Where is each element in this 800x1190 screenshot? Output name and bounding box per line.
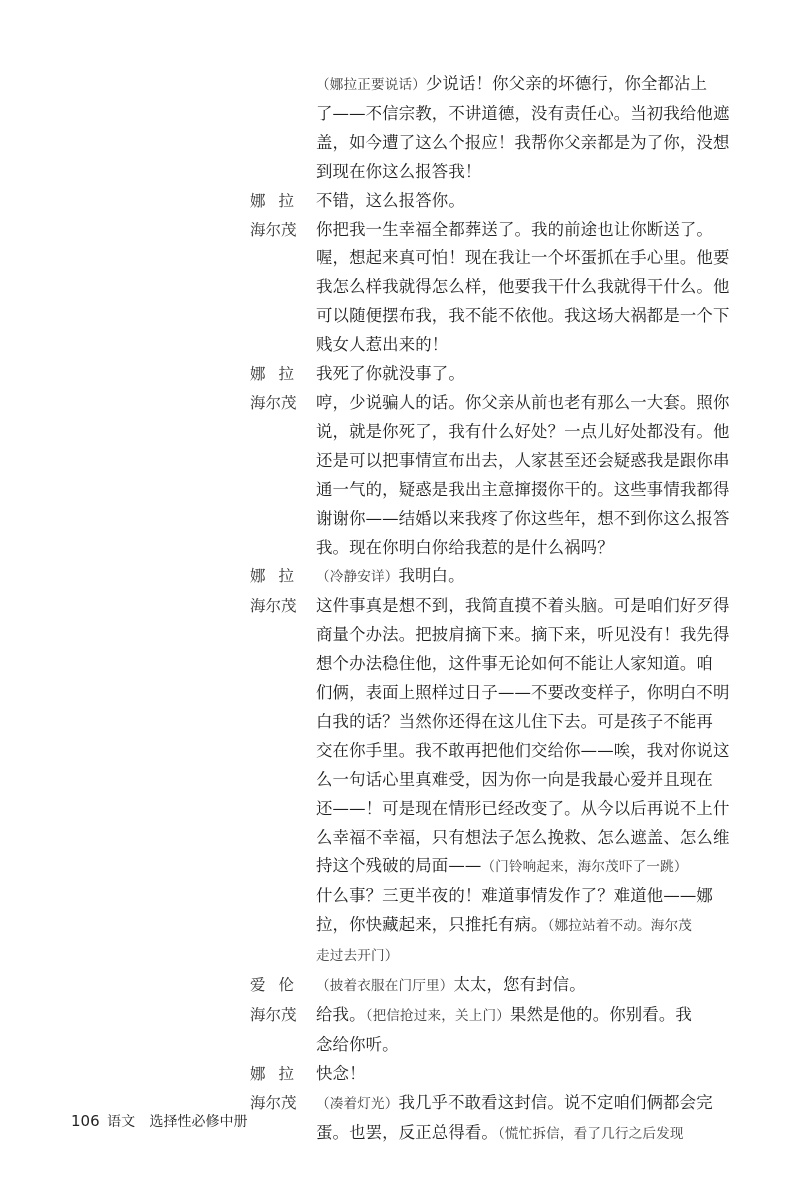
speech-text: 少说话！你父亲的坏德行，你全都沾上 xyxy=(425,74,708,93)
dialogue-entry xyxy=(250,187,750,216)
speech-text: 么一句话心里真难受，因为你一向是我最心爱并且现在 xyxy=(316,769,713,789)
speech-text: 到现在你这么报答我！ xyxy=(316,161,482,181)
speech-text: 这件事真是想不到，我简直摸不着头脑。可是咱们好歹得 xyxy=(316,596,730,616)
text-row xyxy=(316,244,750,273)
dialogue-entry xyxy=(250,592,750,971)
page-footer xyxy=(71,1112,248,1131)
dialogue-entry xyxy=(250,1060,750,1089)
speaker-name: 海尔茂 xyxy=(250,220,297,239)
text-row xyxy=(316,592,750,621)
stage-direction: （娜拉正要说话） xyxy=(316,77,426,93)
text-row xyxy=(316,1001,750,1031)
speaker-name: 娜拉 xyxy=(250,567,308,586)
speaker-name: 爱伦 xyxy=(250,976,308,995)
stage-direction: （慌忙拆信，看了几行之后发现 xyxy=(497,1125,684,1142)
speech-text: 哼，少说骗人的话。你父亲从前也老有那么一大套。照你 xyxy=(316,392,730,412)
text-row xyxy=(316,941,750,971)
speech-text: 什么事？三更半夜的！难道事情发作了？难道他——娜 xyxy=(316,886,713,906)
dialogue-text xyxy=(316,187,750,216)
speaker-name: 娜拉 xyxy=(250,191,308,210)
volume-label: 选择性必修中册 xyxy=(149,1114,248,1130)
speech-text: 通一气的，疑惑是我出主意撺掇你干的。这些事情我都得 xyxy=(316,479,730,499)
stage-direction: （门铃响起来，海尔茂吓了一跳） xyxy=(481,859,688,876)
text-row xyxy=(316,1119,750,1149)
speech-text: 盖，如今遭了这么个报应！我帮你父亲都是为了你，没想 xyxy=(316,132,730,152)
text-row xyxy=(316,621,750,650)
text-row xyxy=(316,1031,750,1060)
text-row xyxy=(316,129,750,158)
dialogue-text xyxy=(316,592,750,971)
dialogue-text xyxy=(316,562,750,592)
speech-text: 说，就是你死了，我有什么好处？一点儿好处都没有。他 xyxy=(316,421,730,441)
speaker-name: 海尔茂 xyxy=(250,393,297,412)
text-row xyxy=(316,679,750,708)
text-row xyxy=(316,737,750,766)
text-row xyxy=(316,766,750,795)
speech-text: 么幸福不幸福，只有想法子怎么挽救、怎么遮盖、怎么维 xyxy=(316,827,730,847)
speech-text: 想个办法稳住他，这件事无论如何不能让人家知道。咱 xyxy=(316,654,713,674)
speech-text: 你把我一生幸福全都葬送了。我的前途也让你断送了。 xyxy=(316,219,713,239)
speech-text: 持这个残破的局面—— xyxy=(316,856,482,876)
dialogue-entry xyxy=(250,360,750,389)
dialogue-entry xyxy=(250,1089,750,1149)
text-row xyxy=(316,360,750,389)
speech-text: 我明白。 xyxy=(398,566,465,586)
speech-text: 还——！可是现在情形已经改变了。从今以后再说不上什 xyxy=(316,798,730,818)
speech-text: 我怎么样我就得怎么样，他要我干什么我就得干什么。他 xyxy=(316,277,730,297)
stage-direction: （把信抢过来，关上门） xyxy=(365,1008,511,1024)
text-row xyxy=(316,447,750,476)
speech-text: 蛋。也罢，反正总得看。 xyxy=(316,1122,498,1142)
text-row xyxy=(316,1089,750,1119)
stage-direction: （冷静安详） xyxy=(316,569,399,586)
speech-text: 喔，想起来真可怕！现在我让一个坏蛋抓在手心里。他要 xyxy=(316,248,730,268)
speaker-name: 娜拉 xyxy=(250,1064,308,1083)
speech-text: 还是可以把事情宣布出去，人家甚至还会疑惑我是跟你串 xyxy=(316,450,730,470)
stage-direction: （娜拉站着不动。海尔茂 xyxy=(547,918,692,935)
dialogue-entry xyxy=(250,562,750,592)
dialogue-entry xyxy=(250,389,750,562)
text-row xyxy=(316,562,750,592)
speech-text: 们俩，表面上照样过日子——不要改变样子，你明白不明 xyxy=(316,683,730,703)
text-row xyxy=(316,708,750,737)
text-row xyxy=(316,795,750,824)
text-row xyxy=(316,650,750,679)
dialogue-text xyxy=(316,360,750,389)
text-row xyxy=(316,389,750,418)
text-row xyxy=(316,273,750,302)
text-row xyxy=(316,824,750,853)
speech-text: 给我。 xyxy=(316,1005,366,1024)
speech-text: 果然是他的。你别看。我 xyxy=(510,1005,692,1024)
stage-direction: （披着衣服在门厅里） xyxy=(316,978,454,995)
speech-text: 可以随便摆布我，我不能不依他。我这场大祸都是一个下 xyxy=(316,306,730,326)
speech-text: 贱女人惹出来的！ xyxy=(316,335,449,355)
dialogue-text xyxy=(316,1060,750,1089)
text-row xyxy=(316,1060,750,1089)
dialogue-text xyxy=(316,389,750,562)
speech-text: 了——不信宗教，不讲道德，没有责任心。当初我给他遮 xyxy=(316,103,730,123)
text-row xyxy=(316,216,750,245)
dialogue-text xyxy=(316,971,750,1001)
dialogue-text xyxy=(316,1001,750,1060)
speech-text: 我。现在你明白你给我惹的是什么祸吗？ xyxy=(316,537,614,557)
speech-text: 拉，你快藏起来，只推托有病。 xyxy=(316,915,548,935)
text-row xyxy=(316,882,750,911)
dialogue-entry xyxy=(250,70,750,187)
text-row xyxy=(316,158,750,187)
dialogue-text xyxy=(316,216,750,361)
speech-text: 商量个办法。把披肩摘下来。摘下来，听见没有！我先得 xyxy=(316,625,730,645)
text-row xyxy=(316,534,750,563)
speaker-name: 海尔茂 xyxy=(250,1093,297,1112)
speech-text: 快念！ xyxy=(316,1063,366,1083)
text-row xyxy=(316,100,750,129)
speech-text: 太太，您有封信。 xyxy=(453,975,586,995)
text-row xyxy=(316,418,750,447)
text-row xyxy=(316,971,750,1001)
text-row xyxy=(316,911,750,941)
text-row xyxy=(316,187,750,216)
text-row xyxy=(316,476,750,505)
speech-text: 我死了你就没事了。 xyxy=(316,364,465,384)
dialogue-entry xyxy=(250,1001,750,1060)
play-script xyxy=(250,70,750,1149)
text-row xyxy=(316,852,750,882)
text-row xyxy=(316,331,750,360)
dialogue-text xyxy=(316,70,750,187)
speech-text: 谢谢你——结婚以来我疼了你这些年，想不到你这么报答 xyxy=(316,508,730,528)
page-number: 106 xyxy=(71,1112,100,1130)
speaker-name: 海尔茂 xyxy=(250,1006,297,1024)
text-row xyxy=(316,70,750,100)
dialogue-entry xyxy=(250,971,750,1001)
speech-text: 我几乎不敢看这封信。说不定咱们俩都会完 xyxy=(398,1092,713,1112)
speaker-name: 海尔茂 xyxy=(250,597,297,616)
speaker-name: 娜拉 xyxy=(250,365,308,384)
speech-text: 交在你手里。我不敢再把他们交给你——唉，我对你说这 xyxy=(316,740,730,760)
text-row xyxy=(316,302,750,331)
speech-text: 不错，这么报答你。 xyxy=(316,190,465,210)
stage-direction: 走过去开门） xyxy=(316,948,399,965)
speech-text: 念给你听。 xyxy=(316,1034,399,1054)
speech-text: 白我的话？当然你还得在这儿住下去。可是孩子不能再 xyxy=(316,711,713,731)
text-row xyxy=(316,505,750,534)
stage-direction: （凑着灯光） xyxy=(316,1095,399,1112)
subject-label: 语文 xyxy=(107,1114,136,1130)
dialogue-text xyxy=(316,1089,750,1149)
dialogue-entry xyxy=(250,216,750,361)
